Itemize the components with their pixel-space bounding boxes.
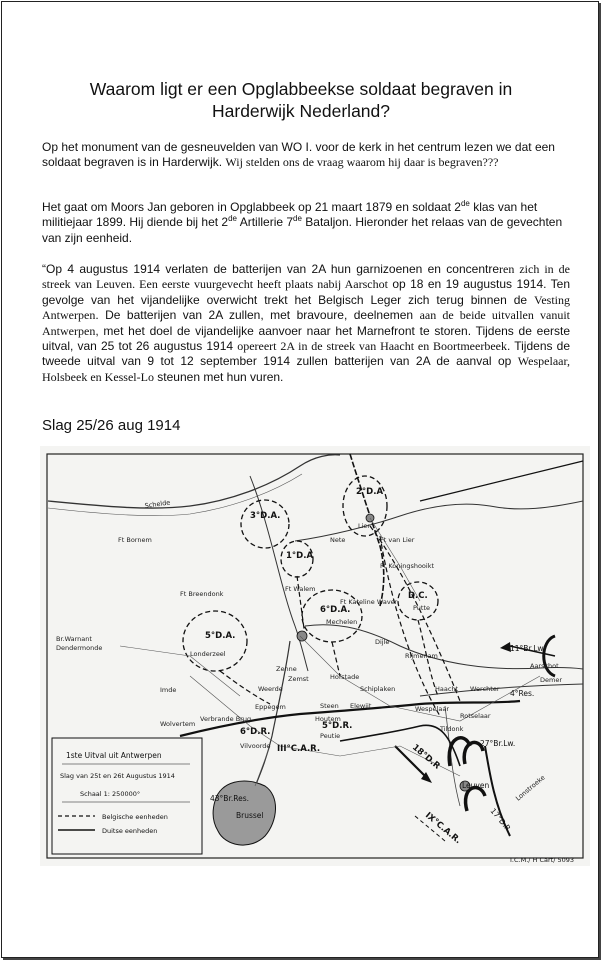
place-werchter: Werchter: [470, 685, 500, 693]
label-17dr: 17°D.R.: [488, 806, 514, 835]
history-h: opereert 2A in de streek van Haacht en Boortmeerbeek: [237, 339, 507, 354]
place-tildonk: Tildonk: [440, 725, 464, 733]
place-haacht: Haacht: [435, 685, 459, 693]
place-demer: Demer: [540, 676, 563, 684]
sup-2: de: [228, 214, 238, 224]
label-4res: 4°Res.: [510, 689, 535, 698]
label-3da: 3°D.A.: [250, 511, 281, 521]
label-27brlw: 27°Br.Lw.: [480, 739, 516, 748]
mechelen-dot: [297, 631, 307, 641]
place-houtem: Houtem: [315, 715, 341, 723]
label-18dr: 18°D.R: [410, 742, 442, 772]
history-f: aan de beide uitvallen vanuit Antwerpen: [42, 308, 570, 338]
place-zemst: Zemst: [288, 675, 309, 683]
label-6da: 6°D.A.: [320, 605, 351, 615]
title-line-1: Waarom ligt er een Opglabbeekse soldaat begraven in: [89, 79, 513, 99]
battle-map-svg: [40, 446, 590, 866]
place-wolvertem: Wolvertem: [160, 720, 196, 728]
history-d: Vesting Antwerpen: [42, 292, 570, 323]
intro-text-b: Wij stelden ons de vraag waarom hij daar is begraven???: [225, 155, 499, 170]
place-lonstroeke: Lonstroeke: [514, 773, 547, 803]
place-zenne: Zenne: [276, 665, 297, 673]
label-2da: 2°D.A: [356, 487, 384, 497]
battle-map: [40, 446, 590, 866]
place-nete: Nete: [330, 536, 346, 544]
place-ft-breendonk: Ft Breendonk: [180, 590, 224, 598]
place-lier: Lier: [358, 522, 371, 530]
label-iiicar: III°C.A.R.: [277, 744, 321, 754]
place-aarschot: Aarschot: [530, 662, 559, 670]
soldier-paragraph: [42, 200, 570, 246]
place-ft-lier: Ft van Lier: [380, 536, 415, 544]
section-heading: Slag 25/26 aug 1914: [42, 417, 181, 434]
place-ft-bornem: Ft Bornem: [118, 536, 152, 544]
label-11brlw: 11°Br.Lw.: [510, 644, 546, 653]
place-ft-kateline: Ft Kateline Waver: [340, 598, 398, 606]
legend-subtitle: Slag van 25t en 26t Augustus 1914: [60, 772, 175, 780]
history-e: . De batterijen van 2A zullen, met bravoure, deelnemen: [95, 308, 420, 323]
label-dc: D.C.: [408, 591, 428, 601]
place-eppegem: Eppegem: [255, 703, 286, 711]
place-elewijt: Elewijt: [350, 702, 372, 710]
soldier-text-d: Bataljon. Hieronder het relaas van de gevechten van zijn eenheid.: [42, 215, 563, 245]
intro-text-a: Op het monument van de gesneuvelden van WO I. voor de kerk in het centrum lezen we dat een soldaat begraven is in Harderwijk.: [42, 140, 555, 170]
history-a: “Op 4 augustus 1914 verlaten de batterijen van 2A hun garnizoenen en concentre: [42, 262, 500, 276]
place-peutie: Peutie: [320, 732, 341, 740]
soldier-text-c: Artillerie 7: [237, 215, 294, 230]
page-title: [40, 78, 562, 122]
place-schiplaken: Schiplaken: [360, 685, 396, 693]
history-i: . Tijdens de tweede uitval van 9 tot 12 september 1914 zullen batterijen van 2A de aanval op: [42, 339, 570, 369]
place-dendermonde: Dendermonde: [56, 644, 103, 652]
place-br-warnant: Br.Warnant: [56, 635, 92, 643]
place-verbrande-brug: Verbrande Brug: [200, 715, 252, 723]
place-rotselaar: Rotselaar: [460, 712, 491, 720]
intro-paragraph: [42, 140, 570, 171]
label-43brres: 43°Br.Res.: [210, 794, 249, 803]
place-weerde: Weerde: [258, 685, 283, 693]
place-putte: Putte: [413, 604, 431, 612]
sup-1: de: [460, 199, 470, 208]
legend-title: 1ste Uitval uit Antwerpen: [66, 751, 162, 760]
label-1da: 1°D.A: [286, 551, 314, 561]
label-ixcar: IX°C.A.R.: [423, 810, 463, 847]
place-wespelaar: Wespelaar: [415, 705, 450, 713]
label-5da: 5°D.A.: [205, 631, 236, 641]
soldier-text-b: klas van het militiejaar 1899. Hij diende bij het 2: [42, 200, 538, 230]
map-credit: I.C.M./ H Cart/ 5093: [510, 856, 575, 864]
place-ft-walem: Ft Walem: [285, 585, 316, 593]
place-schelde: Schelde: [144, 498, 171, 510]
legend-scale: Schaal 1: 250000°: [80, 790, 141, 798]
place-vilvoorde: Vilvoorde: [240, 742, 271, 750]
label-6dr: 6°D.R.: [240, 727, 271, 737]
place-brussel: Brussel: [236, 811, 264, 820]
place-dijle: Dijle: [375, 638, 390, 646]
legend-belgian: Belgische eenheden: [102, 813, 168, 821]
place-ft-koningshooikt: Ft Koningshooikt: [380, 562, 435, 570]
history-k: steunen met hun vuren.: [153, 369, 284, 384]
place-hofstade: Hofstade: [330, 673, 360, 681]
place-mechelen: Mechelen: [326, 618, 358, 626]
history-c: op 18 en 19 augustus 1914. Ten gevolge van het vijandelijke overwicht trekt het Belgisch Leger zich terug binnen de: [42, 277, 571, 307]
title-line-2: Harderwijk Nederland?: [212, 101, 390, 121]
history-paragraph: [42, 262, 570, 385]
history-b: ren zich in de streek van Leuven. Een eerste vuurgevecht heeft plaats nabij Aarschot: [42, 262, 570, 292]
history-g: , met het doel de vijandelijke aanvoer naar het Marnefront te storen. Tijdens de eerste uitval, van 25 tot 26 augustus 1914: [42, 323, 570, 354]
place-imde: Imde: [160, 686, 177, 694]
soldier-text-a: Het gaat om Moors Jan geboren in Opglabbeek op 21 maart 1879 en soldaat 2: [42, 200, 461, 214]
place-leuven: Leuven: [462, 781, 490, 790]
legend-german: Duitse eenheden: [102, 827, 158, 835]
history-j: Wespelaar, Holsbeek en Kessel-Lo: [42, 354, 570, 384]
sup-3: de: [293, 214, 302, 224]
place-londerzeel: Londerzeel: [190, 650, 226, 658]
place-rijmenam: Rijmenam: [405, 652, 438, 660]
place-steen: Steen: [320, 702, 339, 710]
label-5dr: 5°D.R.: [322, 721, 353, 731]
